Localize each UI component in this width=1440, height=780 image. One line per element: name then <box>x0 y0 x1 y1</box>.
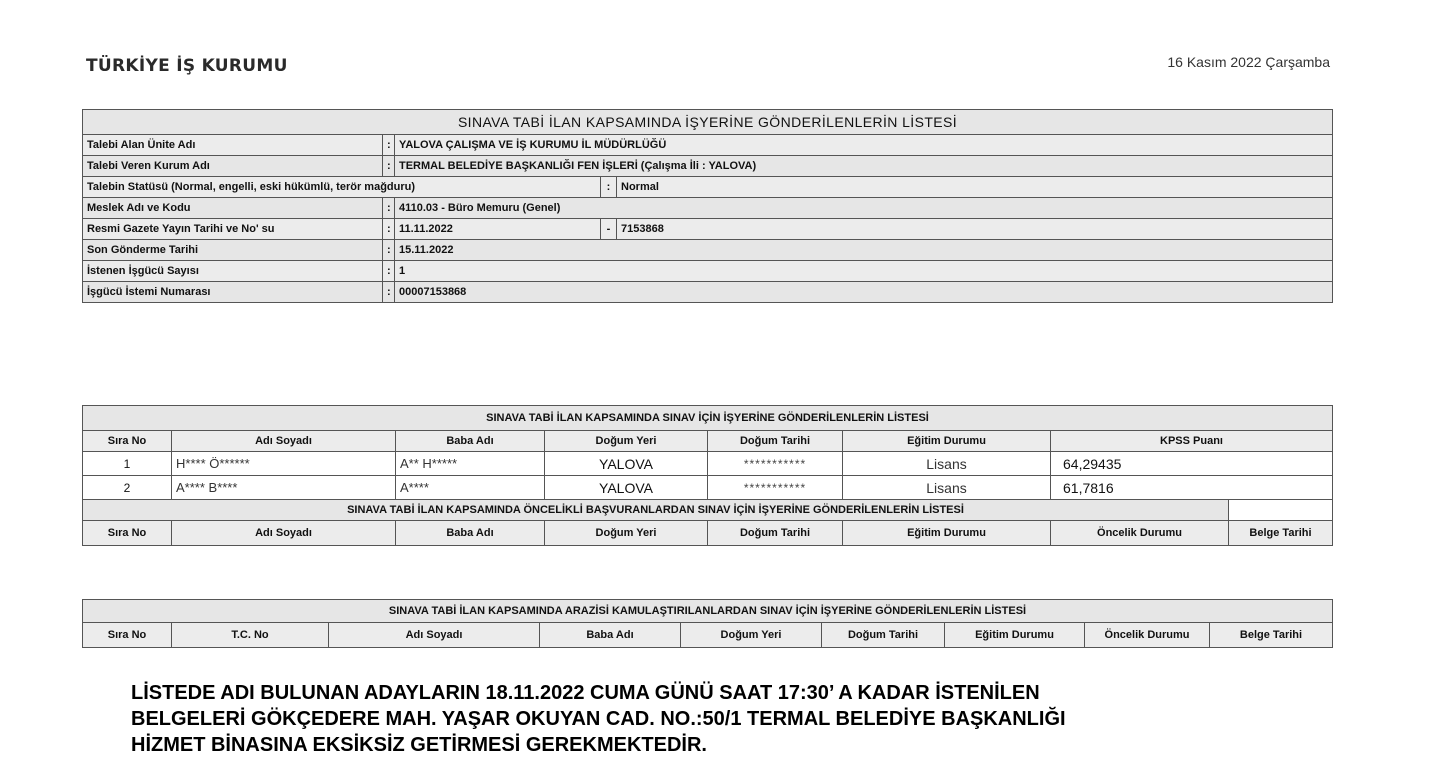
column-header: Baba Adı <box>396 521 545 546</box>
info-value-2: 7153868 <box>617 219 1333 240</box>
info-colon: : <box>383 261 395 282</box>
info-row <box>83 282 1333 303</box>
column-header: T.C. No <box>172 623 329 648</box>
info-colon: : <box>383 282 395 303</box>
column-header: Doğum Yeri <box>545 431 708 452</box>
column-header: Eğitim Durumu <box>843 521 1051 546</box>
land-table <box>82 599 1333 648</box>
column-header: Doğum Tarihi <box>708 431 843 452</box>
blank-cell <box>1229 500 1333 521</box>
column-header: Doğum Tarihi <box>708 521 843 546</box>
column-header: Öncelik Durumu <box>1085 623 1210 648</box>
column-header: Adı Soyadı <box>172 521 396 546</box>
cell-baba-adi: A**** <box>396 476 545 500</box>
cell-sira-no: 2 <box>83 476 172 500</box>
column-header: Adı Soyadı <box>172 431 396 452</box>
organization-name: TÜRKİYE İŞ KURUMU <box>86 56 288 76</box>
info-colon: : <box>383 156 395 177</box>
priority-table-title-row <box>83 500 1333 521</box>
info-colon: : <box>383 240 395 261</box>
info-row <box>83 156 1333 177</box>
info-colon: : <box>383 198 395 219</box>
land-table-title-row <box>83 600 1333 623</box>
info-row <box>83 261 1333 282</box>
cell-egitim-durumu: Lisans <box>843 452 1051 476</box>
cell-dogum-tarihi: *********** <box>708 452 843 476</box>
cell-dogum-yeri: YALOVA <box>545 452 708 476</box>
info-value: 4110.03 - Büro Memuru (Genel) <box>395 198 1333 219</box>
notice-line: LİSTEDE ADI BULUNAN ADAYLARIN 18.11.2022 CUMA GÜNÜ SAAT 17:30’ A KADAR İSTENİLEN <box>131 682 1040 704</box>
cell-kpss-puani: 64,29435 <box>1051 452 1333 476</box>
cell-sira-no: 1 <box>83 452 172 476</box>
notice-line: BELGELERİ GÖKÇEDERE MAH. YAŞAR OKUYAN CAD. NO.:50/1 TERMAL BELEDİYE BAŞKANLIĞI <box>131 708 1066 730</box>
column-header: Belge Tarihi <box>1210 623 1333 648</box>
notice-line: HİZMET BİNASINA EKSİKSİZ GETİRMESİ GEREKMEKTEDİR. <box>131 734 707 756</box>
info-row <box>83 198 1333 219</box>
info-value: 11.11.2022 <box>395 219 601 240</box>
column-header: Belge Tarihi <box>1229 521 1333 546</box>
column-header: Doğum Yeri <box>681 623 822 648</box>
info-label: Talebin Statüsü (Normal, engelli, eski hükümlü, terör mağduru) <box>83 177 601 198</box>
cell-dogum-yeri: YALOVA <box>545 476 708 500</box>
column-header: Doğum Tarihi <box>822 623 945 648</box>
info-colon: : <box>601 177 617 198</box>
info-value: 00007153868 <box>395 282 1333 303</box>
info-label: Talebi Alan Ünite Adı <box>83 135 383 156</box>
column-header: Doğum Yeri <box>545 521 708 546</box>
notice-text <box>131 680 1311 758</box>
cell-kpss-puani: 61,7816 <box>1051 476 1333 500</box>
info-row <box>83 219 1333 240</box>
info-row <box>83 177 1333 198</box>
info-dash: - <box>601 219 617 240</box>
column-header: Eğitim Durumu <box>843 431 1051 452</box>
column-header: Baba Adı <box>396 431 545 452</box>
cell-baba-adi: A** H***** <box>396 452 545 476</box>
info-label: Resmi Gazete Yayın Tarihi ve No' su <box>83 219 383 240</box>
land-table-title: SINAVA TABİ İLAN KAPSAMINDA ARAZİSİ KAMULAŞTIRILANLARDAN SINAV İÇİN İŞYERİNE GÖNDERİLENLERİN LİSTESİ <box>83 600 1333 623</box>
info-label: Meslek Adı ve Kodu <box>83 198 383 219</box>
column-header: Sıra No <box>83 431 172 452</box>
cell-adi-soyadi: A**** B**** <box>172 476 396 500</box>
info-value: 15.11.2022 <box>395 240 1333 261</box>
column-header: Sıra No <box>83 623 172 648</box>
table-row <box>83 476 1333 500</box>
info-table <box>82 109 1333 303</box>
info-colon: : <box>383 135 395 156</box>
info-table-title-row <box>83 110 1333 135</box>
priority-table-header-row <box>83 521 1333 546</box>
info-label: İşgücü İstemi Numarası <box>83 282 383 303</box>
column-header: Sıra No <box>83 521 172 546</box>
cell-adi-soyadi: H**** Ö****** <box>172 452 396 476</box>
column-header: Baba Adı <box>540 623 681 648</box>
column-header: Öncelik Durumu <box>1051 521 1229 546</box>
land-table-header-row <box>83 623 1333 648</box>
info-colon: : <box>383 219 395 240</box>
exam-table-header-row <box>83 431 1333 452</box>
info-value: YALOVA ÇALIŞMA VE İŞ KURUMU İL MÜDÜRLÜĞÜ <box>395 135 1333 156</box>
column-header: Adı Soyadı <box>329 623 540 648</box>
info-row <box>83 135 1333 156</box>
info-value: Normal <box>617 177 1333 198</box>
cell-dogum-tarihi: *********** <box>708 476 843 500</box>
info-value: 1 <box>395 261 1333 282</box>
info-label: İstenen İşgücü Sayısı <box>83 261 383 282</box>
info-label: Talebi Veren Kurum Adı <box>83 156 383 177</box>
table-row <box>83 452 1333 476</box>
info-value: TERMAL BELEDİYE BAŞKANLIĞI FEN İŞLERİ (Çalışma İli : YALOVA) <box>395 156 1333 177</box>
info-label: Son Gönderme Tarihi <box>83 240 383 261</box>
info-table-title: SINAVA TABİ İLAN KAPSAMINDA İŞYERİNE GÖNDERİLENLERİN LİSTESİ <box>83 110 1333 135</box>
column-header: Eğitim Durumu <box>945 623 1085 648</box>
exam-table-title: SINAVA TABİ İLAN KAPSAMINDA SINAV İÇİN İŞYERİNE GÖNDERİLENLERİN LİSTESİ <box>83 406 1333 431</box>
document-date: 16 Kasım 2022 Çarşamba <box>1167 54 1330 70</box>
info-row <box>83 240 1333 261</box>
cell-egitim-durumu: Lisans <box>843 476 1051 500</box>
column-header: KPSS Puanı <box>1051 431 1333 452</box>
priority-table-title: SINAVA TABİ İLAN KAPSAMINDA ÖNCELİKLİ BAŞVURANLARDAN SINAV İÇİN İŞYERİNE GÖNDERİLENLERİN LİSTESİ <box>83 500 1229 521</box>
exam-table-title-row <box>83 406 1333 431</box>
exam-table <box>82 405 1333 546</box>
